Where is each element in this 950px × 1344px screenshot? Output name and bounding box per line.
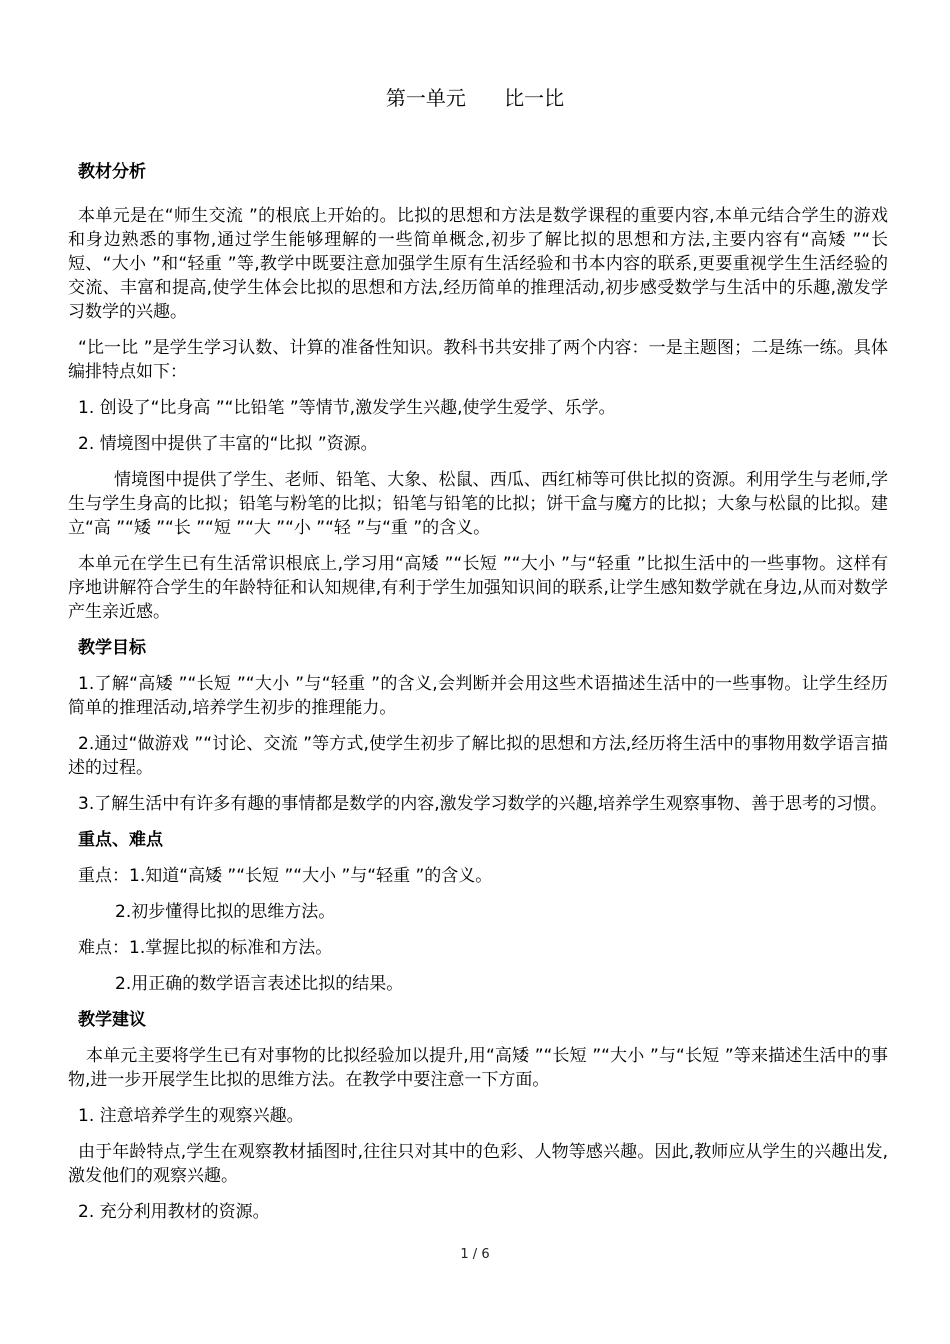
section-heading-analysis: 教材分析 — [78, 162, 146, 182]
paragraph-goal-3: 3.了解生活中有许多有趣的事情都是数学的内容,激发学习数学的兴趣,培养学生观察事物、善于思考的习惯。 — [78, 794, 888, 814]
paragraph-analysis-compare: “比一比 ”是学生学习认数、计算的准备性知识。教科书共安排了两个内容：一是主题图；二是练一练。具体编排特点如下： — [68, 338, 888, 382]
section-heading-suggestions: 教学建议 — [78, 1010, 146, 1030]
paragraph-goal-2: 2.通过“做游戏 ”“讨论、交流 ”等方式,使学生初步了解比拟的思想和方法,经历将生活中的事物用数学语言描述的过程。 — [68, 734, 888, 778]
document-body — [68, 160, 888, 1236]
list-item-analysis-1: 1. 创设了“比身高 ”“比铅笔 ”等情节,激发学生兴趣,使学生爱学、乐学。 — [78, 398, 616, 418]
paragraph-goal-1: 1.了解“高矮 ”“长短 ”“大小 ”与“轻重 ”的含义,会判断并会用这些术语描述生活中的一些事物。让学生经历简单的推理活动,培养学生初步的推理能力。 — [68, 674, 888, 718]
difficulty-line-1: 难点：1.掌握比拟的标准和方法。 — [78, 938, 333, 958]
page-number: 1 / 6 — [460, 1247, 490, 1262]
page-title: 第一单元 比一比 — [385, 86, 565, 110]
paragraph-analysis-scene: 情境图中提供了学生、老师、铅笔、大象、松鼠、西瓜、西红柿等可供比拟的资源。利用学生与老师,学生与学生身高的比拟；铅笔与粉笔的比拟；铅笔与铅笔的比拟；饼干盒与魔方的比拟；大象与松鼠的比拟。建立“高 ”“矮 ”“长 ”“短 ”“大 ”“小 ”“轻 ”与“重 ”的含义。 — [68, 470, 888, 538]
paragraph-suggestion-observe: 由于年龄特点,学生在观察教材插图时,往往只对其中的色彩、人物等感兴趣。因此,教师应从学生的兴趣出发,激发他们的观察兴趣。 — [68, 1142, 888, 1186]
difficulty-line-2: 2.用正确的数学语言表述比拟的结果。 — [115, 974, 404, 994]
keypoint-line-1: 重点：1.知道“高矮 ”“长短 ”“大小 ”与“轻重 ”的含义。 — [78, 866, 493, 886]
paragraph-analysis-intro: 本单元是在“师生交流 ”的根底上开始的。比拟的思想和方法是数学课程的重要内容,本单元结合学生的游戏和身边熟悉的事物,通过学生能够理解的一些简单概念,初步了解比拟的思想和方法,主要内容有“高矮 ”“长短、“大小 ”和“轻重 ”等,教学中既要注意加强学生原有生活经验和书本内容的联系,更要重视学生生活经验的交流、丰富和提高,使学生体会比拟的思想和方法,经历简单的推理活动,初步感受数学与生活中的乐趣,激发学习数学的兴趣。 — [68, 206, 888, 322]
paragraph-suggestion-intro: 本单元主要将学生已有对事物的比拟经验加以提升,用“高矮 ”“长短 ”“大小 ”与“长短 ”等来描述生活中的事物,进一步开展学生比拟的思维方法。在教学中要注意一下方面。 — [68, 1046, 888, 1090]
section-heading-goals: 教学目标 — [78, 638, 146, 658]
section-heading-keypoints: 重点、难点 — [78, 830, 163, 850]
list-item-analysis-2: 2. 情境图中提供了丰富的“比拟 ”资源。 — [78, 434, 378, 454]
keypoint-line-2: 2.初步懂得比拟的思维方法。 — [115, 902, 336, 922]
list-item-suggestion-2: 2. 充分利用教材的资源。 — [78, 1202, 270, 1222]
paragraph-analysis-summary: 本单元在学生已有生活常识根底上,学习用“高矮 ”“长短 ”“大小 ”与“轻重 ”比拟生活中的一些事物。这样有序地讲解符合学生的年龄特征和认知规律,有利于学生加强知识间的联系,让学生感知数学就在身边,从而对数学产生亲近感。 — [68, 554, 888, 622]
list-item-suggestion-1: 1. 注意培养学生的观察兴趣。 — [78, 1106, 304, 1126]
